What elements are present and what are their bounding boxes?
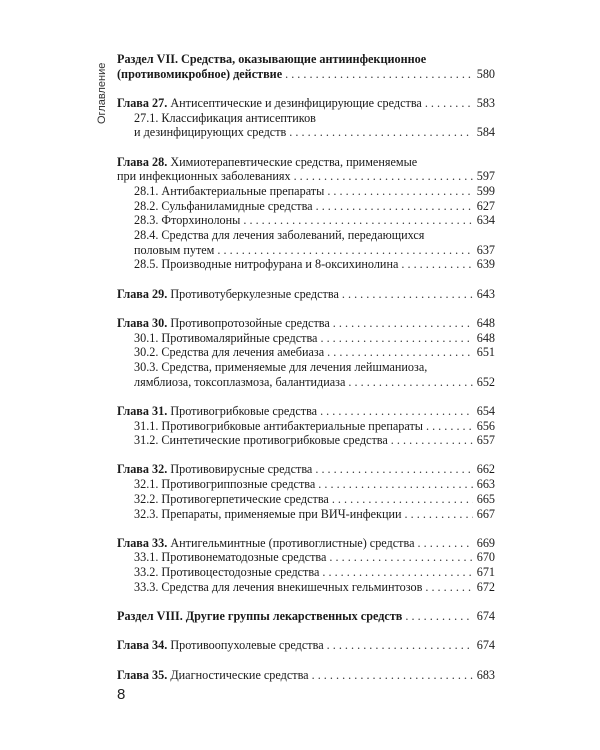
toc-group <box>117 96 495 140</box>
entry-text: 30.3. Средства, применяемые для лечения лейшманиоза, <box>134 359 428 374</box>
dot-leader <box>315 462 472 477</box>
dot-leader <box>320 404 473 419</box>
dot-leader <box>322 565 472 580</box>
toc-entry[interactable] <box>117 243 495 258</box>
entry-text: 28.2. Сульфаниламидные средства <box>134 198 313 213</box>
toc-page-number: 583 <box>476 95 495 110</box>
section-heading: Раздел VII. Средства, оказывающие антиинфекционное <box>117 52 427 66</box>
entry-text: Противогрибковые средства <box>167 403 318 418</box>
toc-entry-continued[interactable] <box>117 111 495 126</box>
toc-group <box>117 609 495 624</box>
toc-entry-title <box>134 360 427 375</box>
toc-entry[interactable] <box>117 331 495 346</box>
toc-group <box>117 287 495 302</box>
toc-entry[interactable] <box>117 375 495 390</box>
toc-entry-title <box>117 609 402 624</box>
chapter-number: Глава 30. <box>117 315 168 330</box>
entry-text: Противовирусные средства <box>167 462 313 477</box>
chapter-number: Глава 35. <box>117 667 168 682</box>
entry-text: Противотуберкулезные средства <box>167 286 339 301</box>
dot-leader <box>426 419 473 434</box>
toc-entry-title <box>117 287 339 302</box>
toc-entry-title <box>134 228 424 243</box>
toc-page-number: 637 <box>476 242 495 257</box>
toc-page-number: 672 <box>476 579 495 594</box>
toc-entry-title <box>134 125 286 140</box>
toc-entry[interactable] <box>117 507 495 522</box>
toc-entry-title <box>134 433 388 448</box>
dot-leader <box>312 668 473 683</box>
toc-entry[interactable] <box>117 550 495 565</box>
chapter-number: Глава 29. <box>117 286 168 301</box>
toc-entry[interactable] <box>117 345 495 360</box>
toc-page-number: 634 <box>476 213 495 228</box>
dot-leader <box>285 67 473 82</box>
toc-entry-continued[interactable] <box>117 155 495 170</box>
toc-page-number: 651 <box>476 345 495 360</box>
toc-page-number: 663 <box>476 477 495 492</box>
toc-group <box>117 668 495 683</box>
toc-page-number: 683 <box>476 667 495 682</box>
toc-entry-continued[interactable] <box>117 360 495 375</box>
entry-text: Химиотерапевтические средства, применяемые <box>167 154 418 169</box>
entry-text: 27.1. Классификация антисептиков <box>134 110 316 125</box>
toc-group <box>117 155 495 273</box>
toc-entry-title <box>117 67 282 82</box>
dot-leader <box>316 199 473 214</box>
dot-leader <box>401 257 472 272</box>
toc-page-number: 671 <box>476 565 495 580</box>
toc-entry[interactable] <box>117 580 495 595</box>
toc-group <box>117 638 495 653</box>
toc-entry[interactable] <box>117 199 495 214</box>
toc-page-number: 627 <box>476 198 495 213</box>
dot-leader <box>318 477 472 492</box>
toc-entry-title <box>117 536 415 551</box>
chapter-number: Глава 33. <box>117 535 168 550</box>
page-number: 8 <box>117 686 126 703</box>
dot-leader <box>391 433 473 448</box>
entry-text: Противопротозойные средства <box>167 315 330 330</box>
toc-group <box>117 462 495 521</box>
toc-page-number: 648 <box>476 330 495 345</box>
toc-group <box>117 404 495 448</box>
toc-entry[interactable] <box>117 67 495 82</box>
entry-text: 32.3. Препараты, применяемые при ВИЧ-инфекции <box>134 506 402 521</box>
toc-entry[interactable] <box>117 125 495 140</box>
toc-page-number: 674 <box>476 609 495 624</box>
toc-entry[interactable] <box>117 433 495 448</box>
entry-text: половым путем <box>134 242 215 257</box>
toc-entry-title <box>134 257 398 272</box>
toc-page-number: 669 <box>476 535 495 550</box>
toc-entry[interactable] <box>117 638 495 653</box>
dot-leader <box>320 331 472 346</box>
toc-entry-title <box>134 111 316 126</box>
toc-entry[interactable] <box>117 477 495 492</box>
dot-leader <box>327 345 473 360</box>
chapter-number: Глава 32. <box>117 462 168 477</box>
entry-text: 31.1. Противогрибковые антибактериальные препараты <box>134 418 423 433</box>
dot-leader <box>332 492 473 507</box>
toc-entry-title <box>134 213 240 228</box>
entry-text: 31.2. Синтетические противогрибковые средства <box>134 433 388 448</box>
toc-entry[interactable] <box>117 96 495 111</box>
entry-text: лямблиоза, токсоплазмоза, балантидиаза <box>134 374 346 389</box>
dot-leader <box>405 609 472 624</box>
toc-entry[interactable] <box>117 462 495 477</box>
toc-entry-title <box>134 580 422 595</box>
table-of-contents <box>117 52 495 697</box>
toc-group <box>117 52 495 81</box>
toc-entry[interactable] <box>117 536 495 551</box>
entry-text: 32.1. Противогриппозные средства <box>134 477 316 492</box>
toc-entry-title <box>134 184 324 199</box>
toc-entry-title <box>117 96 422 111</box>
toc-group <box>117 316 495 390</box>
entry-text: 30.2. Средства для лечения амебиаза <box>134 345 325 360</box>
toc-page-number: 656 <box>476 418 495 433</box>
toc-entry-title <box>134 331 317 346</box>
dot-leader <box>333 316 473 331</box>
toc-page-number: 652 <box>476 374 495 389</box>
dot-leader <box>425 580 472 595</box>
toc-entry-title <box>134 243 214 258</box>
entry-text: при инфекционных заболеваниях <box>117 169 291 184</box>
dot-leader <box>329 550 472 565</box>
toc-entry[interactable] <box>117 316 495 331</box>
toc-entry-title <box>134 419 423 434</box>
entry-text: 33.1. Противонематодозные средства <box>134 550 327 565</box>
running-header-vertical <box>96 48 110 128</box>
toc-entry[interactable] <box>117 492 495 507</box>
toc-page-number: 580 <box>476 66 495 81</box>
toc-group <box>117 536 495 595</box>
toc-page-number: 667 <box>476 506 495 521</box>
toc-page-number: 648 <box>476 315 495 330</box>
toc-entry[interactable] <box>117 668 495 683</box>
toc-entry-title <box>117 169 291 184</box>
chapter-number: Глава 31. <box>117 403 168 418</box>
toc-page-number: 662 <box>476 462 495 477</box>
toc-page-number: 670 <box>476 550 495 565</box>
toc-entry-title <box>117 462 312 477</box>
running-header-label: Оглавление <box>96 62 108 124</box>
toc-entry[interactable] <box>117 419 495 434</box>
toc-entry[interactable] <box>117 184 495 199</box>
entry-text: Антигельминтные (противоглистные) средства <box>167 535 415 550</box>
toc-entry-title <box>117 668 309 683</box>
toc-entry[interactable] <box>117 287 495 302</box>
entry-text: Диагностические средства <box>167 667 309 682</box>
toc-page-number: 584 <box>476 125 495 140</box>
toc-page-number: 643 <box>476 286 495 301</box>
toc-entry-title <box>117 404 317 419</box>
dot-leader <box>327 184 472 199</box>
chapter-number: Глава 27. <box>117 95 168 110</box>
entry-text: 33.3. Средства для лечения внекишечных гельминтозов <box>134 579 423 594</box>
dot-leader <box>289 125 472 140</box>
section-heading: (противомикробное) действие <box>117 66 283 81</box>
entry-text: 28.5. Производные нитрофурана и 8-оксихинолина <box>134 257 399 272</box>
toc-page-number: 665 <box>476 491 495 506</box>
toc-page-number: 599 <box>476 183 495 198</box>
toc-entry-title <box>134 345 324 360</box>
toc-page-number: 654 <box>476 403 495 418</box>
chapter-number: Глава 34. <box>117 638 168 653</box>
toc-entry-title <box>117 638 324 653</box>
dot-leader <box>348 375 472 390</box>
dot-leader <box>405 507 473 522</box>
toc-page-number: 657 <box>476 433 495 448</box>
toc-entry[interactable] <box>117 169 495 184</box>
entry-text: 28.3. Фторхинолоны <box>134 213 241 228</box>
toc-entry-title <box>117 316 330 331</box>
entry-text: и дезинфицирующих средств <box>134 125 287 140</box>
entry-text: 28.4. Средства для лечения заболеваний, передающихся <box>134 228 425 243</box>
toc-entry-title <box>134 550 326 565</box>
dot-leader <box>294 169 473 184</box>
toc-entry-title <box>134 492 329 507</box>
section-heading: Раздел VIII. Другие группы лекарственных средств <box>117 609 403 624</box>
dot-leader <box>327 638 473 653</box>
dot-leader <box>217 243 472 258</box>
toc-entry-title <box>117 155 417 170</box>
toc-entry-title <box>134 477 315 492</box>
dot-leader <box>418 536 473 551</box>
toc-entry[interactable] <box>117 213 495 228</box>
toc-page-number: 674 <box>476 638 495 653</box>
toc-entry-title <box>134 507 402 522</box>
dot-leader <box>342 287 473 302</box>
entry-text: 33.2. Противоцестодозные средства <box>134 565 320 580</box>
toc-page-number: 597 <box>476 169 495 184</box>
toc-page-number: 639 <box>476 257 495 272</box>
dot-leader <box>425 96 473 111</box>
toc-entry-title <box>134 199 313 214</box>
entry-text: Противоопухолевые средства <box>167 638 324 653</box>
toc-entry-title <box>134 565 319 580</box>
entry-text: 28.1. Антибактериальные препараты <box>134 183 325 198</box>
entry-text: 32.2. Противогерпетические средства <box>134 491 329 506</box>
toc-entry[interactable] <box>117 609 495 624</box>
chapter-number: Глава 28. <box>117 154 168 169</box>
toc-entry-continued[interactable] <box>117 52 495 67</box>
toc-entry[interactable] <box>117 404 495 419</box>
toc-entry[interactable] <box>117 565 495 580</box>
entry-text: 30.1. Противомалярийные средства <box>134 330 318 345</box>
entry-text: Антисептические и дезинфицирующие средства <box>167 95 422 110</box>
toc-entry-title <box>134 375 345 390</box>
toc-entry[interactable] <box>117 257 495 272</box>
dot-leader <box>243 213 472 228</box>
toc-entry-title <box>117 52 426 67</box>
toc-entry-continued[interactable] <box>117 228 495 243</box>
